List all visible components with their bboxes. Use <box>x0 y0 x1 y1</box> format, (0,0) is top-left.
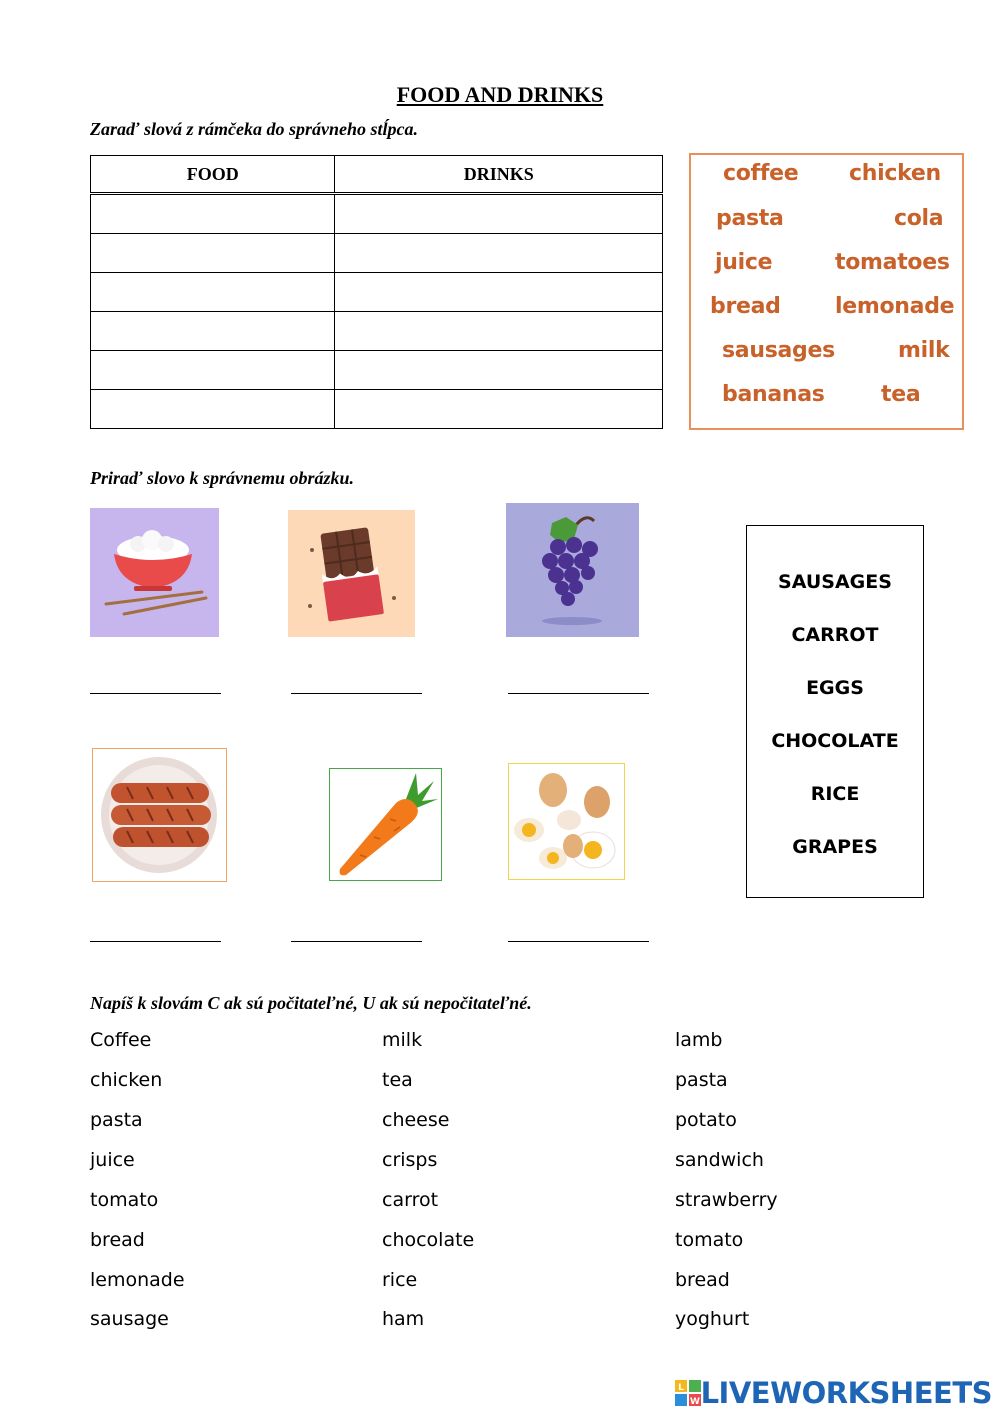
logo-letter: W <box>689 1397 700 1406</box>
rice-bowl-picture <box>90 508 219 637</box>
sort-table <box>90 155 663 429</box>
list-word: yoghurt <box>675 1308 750 1330</box>
list-word: tomato <box>675 1229 744 1251</box>
match-word: CHOCOLATE <box>771 730 899 752</box>
list-word: pasta <box>90 1109 143 1131</box>
word-bank-item: lemonade <box>835 294 955 319</box>
liveworksheets-logo <box>675 1376 992 1410</box>
answer-line[interactable] <box>508 941 649 942</box>
list-word: tea <box>382 1069 413 1091</box>
answer-line[interactable] <box>90 941 221 942</box>
drinks-cell[interactable] <box>335 194 663 234</box>
word-bank-item: coffee <box>723 161 799 186</box>
instruction-sort: Zaraď slová z rámčeka do správneho stĺpca. <box>90 119 418 139</box>
list-word: bread <box>675 1269 730 1291</box>
word-bank-box <box>689 153 964 430</box>
instruction-match: Priraď slovo k správnemu obrázku. <box>90 468 355 488</box>
drinks-cell[interactable] <box>335 234 663 273</box>
chocolate-picture <box>288 510 415 637</box>
instruction-countable: Napíš k slovám C ak sú počitateľné, U ak sú nepočitateľné. <box>90 993 532 1013</box>
list-word: crisps <box>382 1149 438 1171</box>
word-bank-item: cola <box>894 206 944 231</box>
food-cell[interactable] <box>91 273 335 312</box>
match-word: RICE <box>810 783 860 805</box>
answer-line[interactable] <box>90 693 221 694</box>
food-column-header: FOOD <box>91 156 335 194</box>
word-bank-item: juice <box>715 250 773 275</box>
food-cell[interactable] <box>91 194 335 234</box>
food-cell[interactable] <box>91 234 335 273</box>
drinks-cell[interactable] <box>335 390 663 429</box>
word-bank-item: pasta <box>716 206 784 231</box>
word-bank-item: milk <box>898 338 950 363</box>
match-word: CARROT <box>791 624 879 646</box>
list-word: bread <box>90 1229 145 1251</box>
word-bank-item: tea <box>881 382 921 407</box>
word-bank-item: chicken <box>849 161 941 186</box>
grapes-picture <box>506 503 639 637</box>
list-word: cheese <box>382 1109 450 1131</box>
list-word: Coffee <box>90 1029 152 1051</box>
word-bank-item: tomatoes <box>835 250 950 275</box>
list-word: milk <box>382 1029 423 1051</box>
food-cell[interactable] <box>91 390 335 429</box>
answer-line[interactable] <box>291 941 422 942</box>
answer-line[interactable] <box>508 693 649 694</box>
list-word: juice <box>90 1149 135 1171</box>
list-word: lamb <box>675 1029 723 1051</box>
match-word: SAUSAGES <box>778 571 892 593</box>
eggs-picture <box>508 763 625 880</box>
list-word: tomato <box>90 1189 159 1211</box>
list-word: lemonade <box>90 1269 185 1291</box>
list-word: sandwich <box>675 1149 764 1171</box>
match-word: GRAPES <box>792 836 878 858</box>
list-word: chicken <box>90 1069 163 1091</box>
word-bank-item: bread <box>710 294 781 319</box>
answer-line[interactable] <box>291 693 422 694</box>
list-word: strawberry <box>675 1189 778 1211</box>
logo-letter: L <box>677 1383 684 1393</box>
list-word: ham <box>382 1308 425 1330</box>
list-word: chocolate <box>382 1229 475 1251</box>
list-word: potato <box>675 1109 737 1131</box>
drinks-cell[interactable] <box>335 273 663 312</box>
list-word: carrot <box>382 1189 439 1211</box>
list-word: pasta <box>675 1069 728 1091</box>
drinks-cell[interactable] <box>335 312 663 351</box>
word-bank-item: bananas <box>722 382 825 407</box>
list-word: rice <box>382 1269 418 1291</box>
liveworksheets-logo-icon <box>675 1380 701 1406</box>
sausages-picture <box>92 748 227 882</box>
carrot-picture <box>329 768 442 881</box>
match-word: EGGS <box>806 677 864 699</box>
drinks-column-header: DRINKS <box>335 156 663 194</box>
match-word-box <box>746 525 924 898</box>
word-bank-item: sausages <box>722 338 835 363</box>
drinks-cell[interactable] <box>335 351 663 390</box>
food-cell[interactable] <box>91 351 335 390</box>
page-title: FOOD AND DRINKS <box>396 82 604 107</box>
list-word: sausage <box>90 1308 169 1330</box>
food-cell[interactable] <box>91 312 335 351</box>
logo-text: LIVEWORKSHEETS <box>700 1376 992 1410</box>
